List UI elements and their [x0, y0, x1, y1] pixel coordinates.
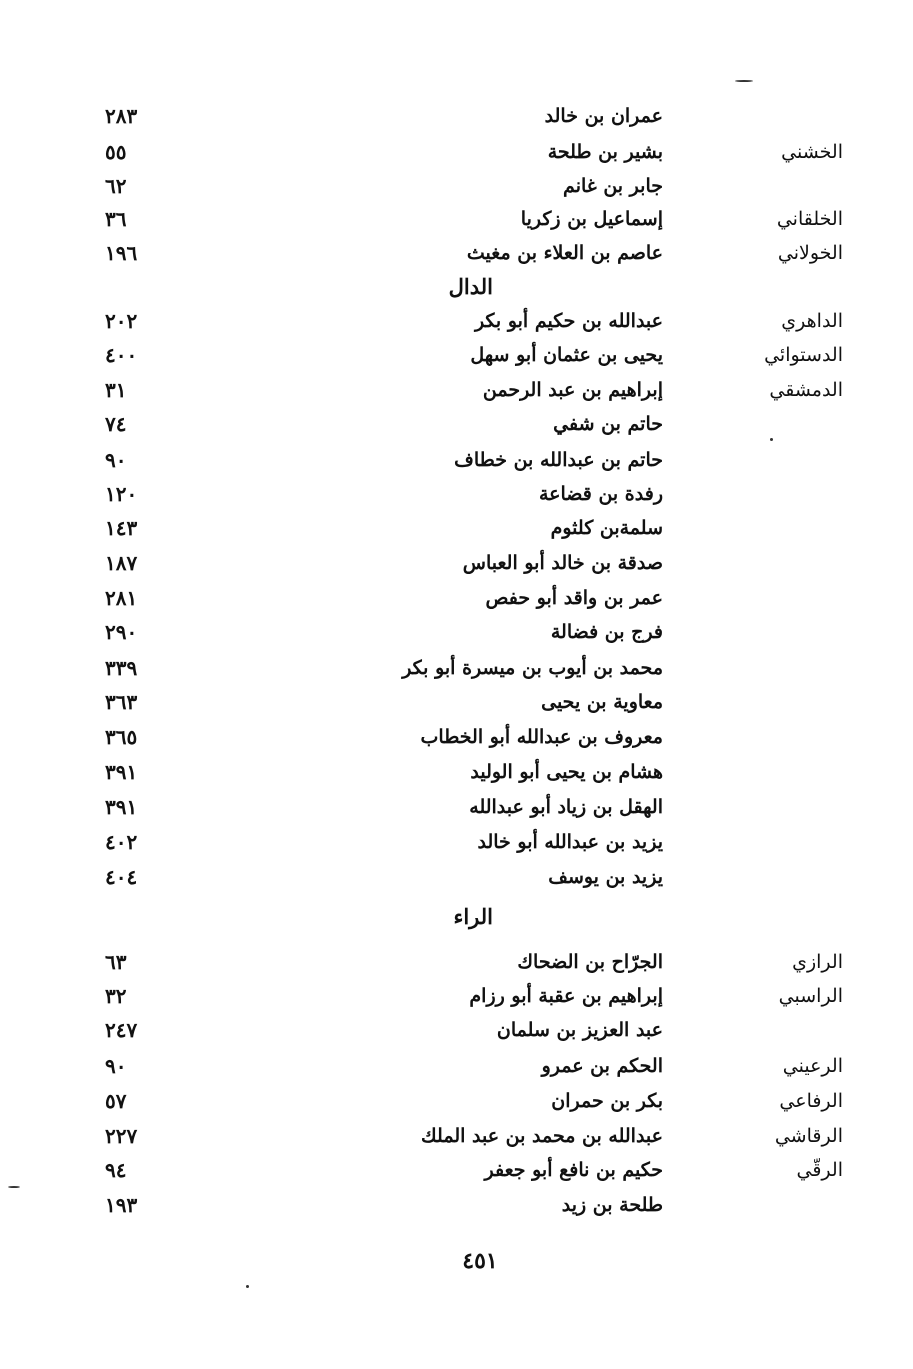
narrator-name: رفدة بن قضاعة [538, 483, 663, 505]
nisba: الدستوائي [764, 344, 843, 366]
page-ref: ٣٩١ [105, 795, 138, 819]
index-entry [0, 690, 913, 726]
index-entry [0, 551, 913, 587]
page-ref: ٩٠ [105, 1054, 127, 1078]
index-entry [0, 656, 913, 692]
index-entry [0, 725, 913, 761]
page-ref: ٢٨١ [105, 586, 138, 610]
index-entry [0, 1193, 913, 1229]
narrator-name: صدقة بن خالد أبو العباس [462, 552, 663, 574]
page-ref: ٥٧ [105, 1089, 127, 1113]
section-heading-dal: الدال [448, 274, 493, 299]
index-entry [0, 1158, 913, 1194]
narrator-name: حاتم بن شفي [553, 413, 663, 435]
page-ref: ١٩٣ [105, 1193, 138, 1217]
index-entry [0, 1054, 913, 1090]
page-ref: ٢٢٧ [105, 1124, 138, 1148]
page-number: ٤٥١ [462, 1248, 498, 1274]
page-ref: ١٩٦ [105, 241, 138, 265]
page-ref: ٩٤ [105, 1158, 127, 1182]
narrator-name: عبدالله بن محمد بن عبد الملك [421, 1125, 663, 1147]
narrator-name: حكيم بن نافع أبو جعفر [484, 1159, 663, 1181]
page-ref: ٣١ [105, 378, 127, 402]
narrator-name: يزيد بن يوسف [548, 866, 663, 888]
narrator-name: يحيى بن عثمان أبو سهل [470, 344, 663, 366]
narrator-name: فرج بن فضالة [550, 621, 663, 643]
page-ref: ٢٨٣ [105, 104, 138, 128]
index-entry [0, 309, 913, 345]
index-entry [0, 760, 913, 796]
narrator-name: عاصم بن العلاء بن مغيث [466, 242, 663, 264]
index-entry [0, 241, 913, 277]
index-entry [0, 1124, 913, 1160]
index-entry [0, 140, 913, 176]
page-ref: ٣٩١ [105, 760, 138, 784]
nisba: الداهري [781, 310, 843, 332]
narrator-name: معاوية بن يحيى [541, 691, 663, 713]
index-entry [0, 1089, 913, 1125]
narrator-name: إسماعيل بن زكريا [520, 208, 663, 230]
page-ref: ٥٥ [105, 140, 127, 164]
index-entry [0, 795, 913, 831]
index-entry [0, 207, 913, 243]
page-ref: ٦٣ [105, 950, 127, 974]
index-entry [0, 950, 913, 986]
narrator-name: الحكم بن عمرو [541, 1055, 663, 1077]
page-ref: ٣٦٥ [105, 725, 138, 749]
index-entry [0, 378, 913, 414]
narrator-name: طلحة بن زيد [561, 1194, 663, 1216]
nisba: الرقاشي [774, 1125, 843, 1147]
narrator-name: الهقل بن زياد أبو عبدالله [469, 796, 663, 818]
index-entry [0, 984, 913, 1020]
narrator-name: معروف بن عبدالله أبو الخطاب [420, 726, 663, 748]
nisba: الرعيني [782, 1055, 843, 1077]
page-ref: ٧٤ [105, 412, 127, 436]
narrator-name: بكر بن حمران [551, 1090, 663, 1112]
nisba: الرازي [792, 951, 843, 973]
narrator-name: عمران بن خالد [544, 105, 663, 127]
page-ref: ٣٣٩ [105, 656, 138, 680]
narrator-name: سلمةبن كلثوم [550, 517, 663, 539]
page-ref: ٢٠٢ [105, 309, 138, 333]
index-entry [0, 412, 913, 448]
page-ref: ٦٢ [105, 174, 127, 198]
index-entry [0, 448, 913, 484]
page-ref: ١٤٣ [105, 516, 138, 540]
index-entry [0, 516, 913, 552]
page-ref: ٩٠ [105, 448, 127, 472]
page-ref: ١٢٠ [105, 482, 138, 506]
nisba: الراسبي [778, 985, 843, 1007]
page-ref: ٢٤٧ [105, 1018, 138, 1042]
narrator-name: إبراهيم بن عبد الرحمن [482, 379, 663, 401]
index-entry [0, 1018, 913, 1054]
narrator-name: إبراهيم بن عقبة أبو رزام [469, 985, 663, 1007]
page-ref: ٤٠٠ [105, 343, 138, 367]
page-ref: ٤٠٤ [105, 865, 138, 889]
nisba: الرقّي [796, 1159, 843, 1181]
index-entry [0, 620, 913, 656]
nisba: الخشني [781, 141, 843, 163]
nisba: الخولاني [777, 242, 843, 264]
narrator-name: عمر بن واقد أبو حفص [485, 587, 663, 609]
print-speck [735, 80, 753, 82]
page-ref: ٣٦ [105, 207, 127, 231]
page-ref: ٢٩٠ [105, 620, 138, 644]
narrator-name: عبدالله بن حكيم أبو بكر [474, 310, 663, 332]
narrator-name: محمد بن أيوب بن ميسرة أبو بكر [402, 657, 663, 679]
section-heading-ra: الراء [453, 904, 493, 929]
narrator-name: الجرّاح بن الضحاك [517, 951, 663, 973]
page-ref: ١٨٧ [105, 551, 138, 575]
index-entry [0, 830, 913, 866]
index-entry [0, 586, 913, 622]
index-entry [0, 482, 913, 518]
narrator-name: هشام بن يحيى أبو الوليد [470, 761, 663, 783]
narrator-name: بشير بن طلحة [547, 141, 663, 163]
index-entry [0, 174, 913, 210]
nisba: الخلقاني [776, 208, 843, 230]
page-ref: ٣٦٣ [105, 690, 138, 714]
print-speck [246, 1285, 249, 1288]
page-ref: ٤٠٢ [105, 830, 138, 854]
nisba: الرفاعي [779, 1090, 843, 1112]
page-ref: ٣٢ [105, 984, 127, 1008]
nisba: الدمشقي [769, 379, 843, 401]
narrator-name: حاتم بن عبدالله بن خطاف [454, 449, 663, 471]
index-entry [0, 343, 913, 379]
narrator-name: جابر بن غانم [563, 175, 663, 197]
index-entry [0, 865, 913, 901]
narrator-name: عبد العزيز بن سلمان [496, 1019, 663, 1041]
narrator-name: يزيد بن عبدالله أبو خالد [477, 831, 663, 853]
index-entry [0, 104, 913, 140]
